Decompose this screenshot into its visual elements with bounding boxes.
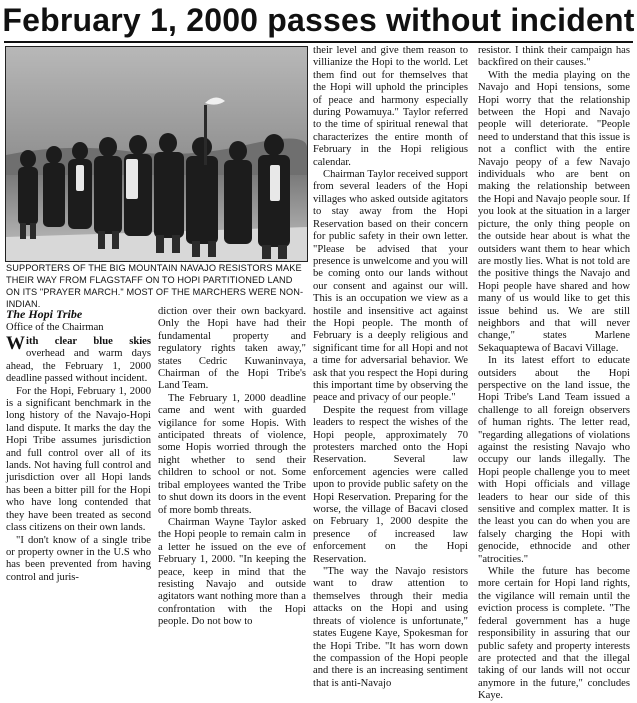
paragraph: resistor. I think their campaign has backfired on their causes.": [478, 45, 630, 69]
headline: February 1, 2000 passes without incident: [2, 2, 635, 38]
article-column-4: [478, 45, 630, 702]
paragraph: Chairman Taylor received support from several leaders of the Hopi villages who asked outside agitators to stay away from the Hopi Reservation based on their concern for public safety in their own letter. "Please be advised that your presence is unwelcome and you will be coming onto our lands without our consent and against our will. This is an occupation we view as a hostile and insensitive act against the Hopi people. The month of February is a deeply religious and significant time for all Hopi and not a time for adversarial behavior. We ask that you respect the Hopi during this important time by observing the peace and privacy of our people.": [313, 169, 468, 404]
paragraph: diction over their own backyard. Only the Hopi have had their fundamental property and regulatory rights taken away," states Cedric Kuwaninvaya, Chairman of the Hopi Tribe's Land Team.: [158, 306, 306, 392]
drop-cap: W: [6, 333, 25, 354]
article-column-1: [6, 333, 151, 583]
paragraph: "I don't know of a single tribe or property owner in the U.S who has been prevented from having control and juris-: [6, 534, 151, 583]
article-column-3: [313, 45, 468, 689]
article-column-2: [158, 306, 306, 628]
headline-rule: [4, 41, 633, 43]
paragraph: The February 1, 2000 deadline came and went with guarded vigilance for some Hopis. With anticipated threats of violence, some Hopis worried through the night whether to send their children to school or not. Some tribal employees wanted the Tribe to shut down its doors in the event of more bomb threats.: [158, 392, 306, 516]
paragraph-text: overhead and warm days ahead, the February 1, 2000 deadline passed without incident.: [6, 348, 151, 385]
paragraph: For the Hopi, February 1, 2000 is a significant benchmark in the long history of the Navajo-Hopi land dispute. It marks the day the Hopi Tribe assumes jurisdiction and full control over all of its lands. Not having full control and jurisdiction over all Hopi lands has been a bitter pill for the Hopi who have long contended that they have been treated as second class citizens on their own lands.: [6, 385, 151, 534]
paragraph: [6, 333, 151, 386]
paragraph: Despite the request from village leaders to respect the wishes of the Hopi people, approximately 70 protesters marched onto the Hopi Reservation. Several law enforcement agencies were called upon to provide public safety on the Hopi Reservation. Preparing for the worse, the village of Bacavi closed on February 1, 2000 despite the presence of increased law enforcement on the Hopi Reservation.: [313, 404, 468, 565]
byline-office: Office of the Chairman: [6, 322, 104, 333]
photo-caption: SUPPORTERS OF THE BIG MOUNTAIN NAVAJO RESISTORS MAKE THEIR WAY FROM FLAGSTAFF ON TO HOPI PARTITIONED LAND ON ITS "PRAYER MARCH." MOST OF THE MARCHERS WERE NON-INDIAN.: [6, 263, 304, 309]
paragraph: While the future has become more certain for Hopi land rights, the vigilance will remain until the eviction process is complete. "The federal government has a huge responsibility in assuring that our public safety and property interests are protected and that the illegal taking of our lands will not occur anymore in the future," concludes Kaye.: [478, 566, 630, 702]
paragraph: "The way the Navajo resistors want to draw attention to themselves through their media attacks on the Hopi and using threats of violence is unfortunate," states Eugene Kaye, Spokesman for the Hopi Tribe. "It has worn down the compassion of the Hopi people and there is an increasing sentiment that is anti-Navajo: [313, 566, 468, 689]
paragraph: In its latest effort to educate outsiders about the Hopi perspective on the land issue, the Hopi Tribe's Land Team issued a challenge to all foreign observers of human rights. The letter read, "regarding allegations of violations against the resisting Navajo who occupy our lands illegally. The Hopi people challenge you to meet with Hopi officials and village leaders to hear our side of this sensitive and complex matter. It is the least you can do when you are falsely charging the Hopi with genocide, ethnocide and other "atrocities.": [478, 355, 630, 565]
paragraph: With the media playing on the Navajo and Hopi tensions, some Hopi worry that the relationship between the Hopi and Navajo people will deteriorate. "People need to understand that this issue is not a conflict with the entire Navajo peopy of a few Navajo individuals who are bent on making the relationship between the Hopi and Navajo people sour. If you look at the situation in a larger picture, the only thing people on the outside hear about is what the outsiders want them to hear which are mostly lies. What is not told are the positive things the Navajo and Hopi people have shared and how many of us would like to get this issue behind us. We are still neighbors and that will never change," states Marlene Sekaquaptewa of Bacavi Village.: [478, 69, 630, 354]
byline-org: The Hopi Tribe: [6, 307, 83, 321]
byline: [6, 307, 156, 334]
paragraph: Chairman Wayne Taylor asked the Hopi people to remain calm in a letter he issued on the eve of February 1, 2000. "In keeping the peace, keep in mind that the resisting Navajo and outside agitators want nothing more than a confrontation with the Hopi people. Do not bow to: [158, 516, 306, 628]
lead-in: ith clear blue skies: [26, 336, 151, 347]
paragraph: their level and give them reason to villianize the Hopi to the world. Let them find out for themselves that the Hopi will uphold the principles of peace and harmony especially during Powamuya." Taylor referred to the time of spiritual renewal that characterizes the entire month of February in the Hopi religious calendar.: [313, 45, 468, 168]
march-photo-image: [6, 47, 307, 261]
march-photo: [5, 46, 308, 262]
